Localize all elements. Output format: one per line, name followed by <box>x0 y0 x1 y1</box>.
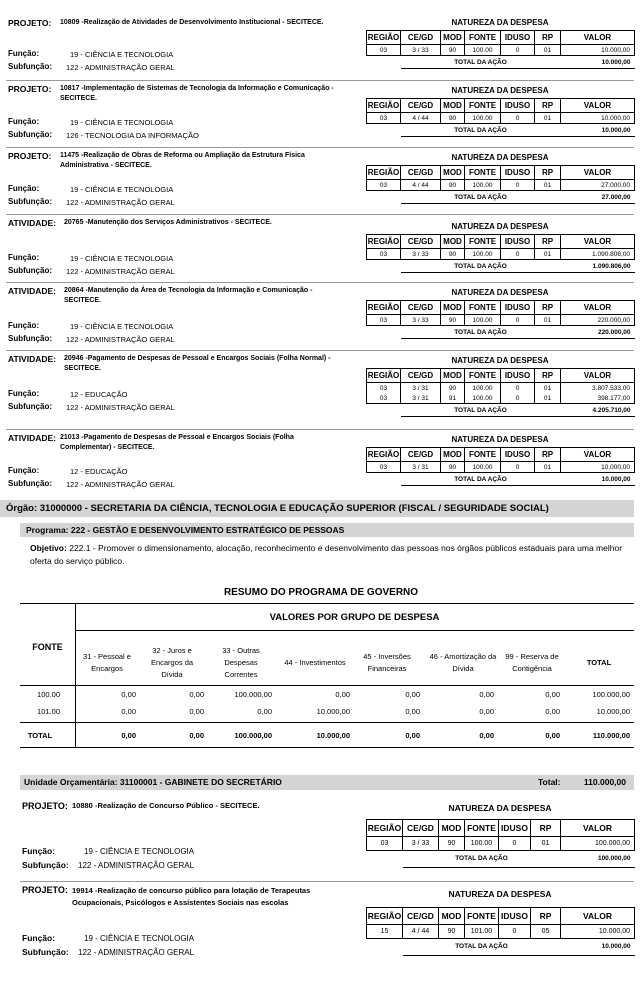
natureza-table: REGIÃO CE/GD MOD FONTE IDUSO RP VALOR 03 3 / 33 90 100.00 0 01 220.000,00 TOTAL DA AÇÃO 220.000,00 <box>366 300 635 339</box>
objetivo-label: Objetivo: <box>30 543 67 553</box>
column-header: 44 - Investimentos <box>284 658 346 667</box>
table-cell: 100.00 <box>37 690 60 699</box>
table-cell: 0,00 <box>545 690 560 699</box>
table-cell: 0,00 <box>189 707 204 716</box>
table-cell: 0,00 <box>121 690 136 699</box>
column-header: 46 - Amortização da Dívida <box>429 652 497 673</box>
subfuncao-label: Subfunção: <box>8 402 52 411</box>
subfuncao-value: 122 - ADMINISTRAÇÃO GERAL <box>66 63 175 72</box>
funcao-value: 19 - CIÊNCIA E TECNOLOGIA <box>70 185 174 194</box>
action-block <box>6 214 634 278</box>
table-cell: 0,00 <box>405 690 420 699</box>
table-cell: 0,00 <box>335 690 350 699</box>
resumo-title: RESUMO DO PROGRAMA DE GOVERNO <box>223 587 419 598</box>
action-kind: ATIVIDADE: <box>8 286 57 296</box>
table-row: 15 4 / 44 90 101.00 0 05 10.000,00 <box>367 925 635 939</box>
total-value: 4.205.710,00 <box>561 404 635 417</box>
action-kind: ATIVIDADE: <box>8 218 57 228</box>
action-block <box>6 282 634 346</box>
table-cell: 100.000,00 <box>234 690 272 699</box>
natureza-table: REGIÃO CE/GD MOD FONTE IDUSO RP VALOR 03 3 / 33 90 100.00 0 01 1.090.806,00 TOTAL DA AÇÃO 1.090.806,00 <box>366 234 635 273</box>
total-cell: 0,00 <box>405 731 420 740</box>
total-cell: 0,00 <box>189 731 204 740</box>
funcao-value: 19 - CIÊNCIA E TECNOLOGIA <box>84 847 195 856</box>
subfuncao-value: 122 - ADMINISTRAÇÃO GERAL <box>78 861 195 870</box>
unidade-total-label: Total: <box>538 777 561 787</box>
funcao-value: 12 - EDUCAÇÃO <box>70 390 128 399</box>
action-kind: PROJETO: <box>22 885 68 895</box>
funcao-label: Função: <box>8 389 40 398</box>
natureza-table: REGIÃO CE/GD MOD FONTE IDUSO RP VALOR 15 4 / 44 90 101.00 0 05 10.000,00 TOTAL DA AÇÃO 10.000,00 <box>366 907 635 956</box>
action-description: 21013 -Pagamento de Despesas de Pessoal e Encargos Sociais (Folha Complementar) - SECITECE. <box>60 434 294 451</box>
subfuncao-value: 122 - ADMINISTRAÇÃO GERAL <box>66 198 175 207</box>
table-cell: 0,00 <box>189 690 204 699</box>
column-header: TOTAL <box>586 658 612 667</box>
natureza-title: NATUREZA DA DESPESA <box>451 86 549 95</box>
natureza-table: REGIÃO CE/GD MOD FONTE IDUSO RP VALOR 03 3 / 31 90 100.00 0 01 10.000,00 TOTAL DA AÇÃO 10.000,00 <box>366 447 635 486</box>
action-description: 20765 -Manutenção dos Serviços Administrativos - SECITECE. <box>64 219 272 226</box>
subfuncao-label: Subfunção: <box>8 479 52 488</box>
funcao-value: 19 - CIÊNCIA E TECNOLOGIA <box>84 934 195 943</box>
unidade-total-value: 110.000,00 <box>583 777 626 787</box>
action-description: 10809 -Realização de Atividades de Desenvolvimento Institucional - SECITECE. <box>60 19 324 26</box>
funcao-label: Função: <box>8 184 40 193</box>
subfuncao-value: 122 - ADMINISTRAÇÃO GERAL <box>66 335 175 344</box>
natureza-table: REGIÃO CE/GD MOD FONTE IDUSO RP VALOR 03 4 / 44 90 100.00 0 01 10.000,00 TOTAL DA AÇÃO 10.000,00 <box>366 98 635 137</box>
column-header: 31 - Pessoal e Encargos <box>83 652 131 673</box>
natureza-title: NATUREZA DA DESPESA <box>451 356 549 365</box>
natureza-title: NATUREZA DA DESPESA <box>451 222 549 231</box>
total-cell: 100.000,00 <box>234 731 272 740</box>
funcao-value: 19 - CIÊNCIA E TECNOLOGIA <box>70 322 174 331</box>
total-cell: 110.000,00 <box>592 731 630 740</box>
table-row: 03 3 / 33 90 100.00 0 01 100.000,00 <box>367 837 635 851</box>
funcao-label: Função: <box>8 321 40 330</box>
table-cell: 0,00 <box>405 707 420 716</box>
action-block <box>6 350 634 426</box>
table-cell: 0,00 <box>479 690 494 699</box>
action-description: 10880 -Realização de Concurso Público - SECITECE. <box>72 801 260 810</box>
table-row: 03 4 / 44 90 100.00 0 01 10.000,00 <box>367 113 635 124</box>
natureza-table: REGIÃO CE/GD MOD FONTE IDUSO RP VALOR 03 3 / 33 90 100.00 0 01 10.000,00 TOTAL DA AÇÃO 10.000,00 <box>366 30 635 69</box>
total-value: 10.000,00 <box>561 56 635 69</box>
table-row: 03 3 / 31 91 100.00 0 01 398.177,00 <box>367 393 635 404</box>
column-header: 99 - Reserva de Contigência <box>505 652 559 673</box>
total-value: 27.000,00 <box>561 191 635 204</box>
action-kind: PROJETO: <box>22 801 68 811</box>
resumo-fonte-label: FONTE <box>32 642 63 652</box>
unidade-label: Unidade Orçamentária: 31100001 - GABINETE DO SECRETÁRIO <box>24 777 282 787</box>
subfuncao-value: 126 - TECNOLOGIA DA INFORMAÇÃO <box>66 131 199 140</box>
total-value: 1.090.806,00 <box>561 260 635 273</box>
funcao-label: Função: <box>8 466 40 475</box>
table-cell: 0,00 <box>257 707 272 716</box>
table-cell: 0,00 <box>121 707 136 716</box>
funcao-label: Função: <box>8 49 40 58</box>
table-cell: 10.000,00 <box>596 707 630 716</box>
programa-header: Programa: 222 - GESTÃO E DESENVOLVIMENTO ESTRATÉGICO DE PESSOAS <box>20 523 634 537</box>
subfuncao-label: Subfunção: <box>8 266 52 275</box>
action-block <box>6 14 634 76</box>
action-description: 10817 -Implementação de Sistemas de Tecnologia da Informação e Comunicação - SECITECE. <box>60 85 334 102</box>
table-row: 03 3 / 31 90 100.00 0 01 3.807.533,00 <box>367 383 635 394</box>
table-row: 03 3 / 31 90 100.00 0 01 10.000,00 <box>367 462 635 473</box>
subfuncao-value: 122 - ADMINISTRAÇÃO GERAL <box>66 480 175 489</box>
table-row: 03 3 / 33 90 100.00 0 01 1.090.806,00 <box>367 249 635 260</box>
objetivo <box>30 542 630 568</box>
subfuncao-label: Subfunção: <box>22 947 69 957</box>
total-value: 10.000,00 <box>561 473 635 486</box>
subfuncao-label: Subfunção: <box>8 130 52 139</box>
subfuncao-label: Subfunção: <box>8 334 52 343</box>
funcao-label: Função: <box>8 117 40 126</box>
action-kind: ATIVIDADE: <box>8 354 57 364</box>
total-label: TOTAL <box>27 731 53 740</box>
subfuncao-value: 122 - ADMINISTRAÇÃO GERAL <box>78 948 195 957</box>
action-description: 20946 -Pagamento de Despesas de Pessoal e Encargos Sociais (Folha Normal) - SECITECE. <box>64 355 331 372</box>
action-description: 20864 -Manutenção da Área de Tecnologia da Informação e Comunicação - SECITECE. <box>64 287 313 304</box>
natureza-title: NATUREZA DA DESPESA <box>451 18 549 27</box>
action-block <box>6 147 634 211</box>
column-header: 33 - Outras Despesas Correntes <box>222 646 260 679</box>
action-block <box>20 881 634 969</box>
natureza-table: REGIÃO CE/GD MOD FONTE IDUSO RP VALOR 03 3 / 31 90 100.00 0 01 3.807.533,00 03 3 / 31 91 100.00 0 01 398.177,00 TOTAL DA AÇÃO 4.205.710,00 <box>366 368 635 417</box>
table-cell: 100.000,00 <box>592 690 630 699</box>
total-value: 220.000,00 <box>561 326 635 339</box>
column-header: 32 - Juros e Encargos da Dívida <box>150 646 194 679</box>
natureza-table: REGIÃO CE/GD MOD FONTE IDUSO RP VALOR 03 3 / 33 90 100.00 0 01 100.000,00 TOTAL DA AÇÃO 100.000,00 <box>366 819 635 868</box>
natureza-title: NATUREZA DA DESPESA <box>448 889 552 899</box>
natureza-title: NATUREZA DA DESPESA <box>448 803 552 813</box>
total-value: 10.000,00 <box>561 124 635 137</box>
natureza-table: REGIÃO CE/GD MOD FONTE IDUSO RP VALOR 03 4 / 44 90 100.00 0 01 27.000,00 TOTAL DA AÇÃO 27.000,00 <box>366 165 635 204</box>
action-kind: PROJETO: <box>8 18 52 28</box>
funcao-value: 12 - EDUCAÇÃO <box>70 467 128 476</box>
funcao-label: Função: <box>22 846 56 856</box>
action-description: 19914 -Realização de concurso público para lotação de Terapeutas Ocupacionais, Psicólogos e Assistentes Sociais nas escolas <box>72 886 311 907</box>
action-block <box>20 797 634 877</box>
total-cell: 0,00 <box>121 731 136 740</box>
funcao-value: 19 - CIÊNCIA E TECNOLOGIA <box>70 254 174 263</box>
action-description: 11475 -Realização de Obras de Reforma ou Ampliação da Estrutura Física Administrativa - SECITECE. <box>60 152 305 169</box>
funcao-label: Função: <box>22 933 56 943</box>
subfuncao-label: Subfunção: <box>8 62 52 71</box>
action-kind: ATIVIDADE: <box>8 433 57 443</box>
resumo-subtitle: VALORES POR GRUPO DE DESPESA <box>269 612 440 623</box>
total-cell: 0,00 <box>545 731 560 740</box>
table-cell: 0,00 <box>545 707 560 716</box>
action-kind: PROJETO: <box>8 84 52 94</box>
total-value: 10.000,00 <box>561 939 635 956</box>
funcao-value: 19 - CIÊNCIA E TECNOLOGIA <box>70 118 174 127</box>
subfuncao-value: 122 - ADMINISTRAÇÃO GERAL <box>66 403 175 412</box>
table-cell: 101.00 <box>37 707 60 716</box>
table-row: 03 3 / 33 90 100.00 0 01 10.000,00 <box>367 45 635 56</box>
subfuncao-value: 122 - ADMINISTRAÇÃO GERAL <box>66 267 175 276</box>
natureza-title: NATUREZA DA DESPESA <box>451 153 549 162</box>
subfuncao-label: Subfunção: <box>22 860 69 870</box>
subfuncao-label: Subfunção: <box>8 197 52 206</box>
column-header: 45 - Inversões Financeiras <box>363 652 411 673</box>
unidade-header <box>20 775 634 790</box>
table-row: 03 3 / 33 90 100.00 0 01 220.000,00 <box>367 315 635 326</box>
action-block <box>6 429 634 493</box>
table-cell: 0,00 <box>479 707 494 716</box>
table-row: 03 4 / 44 90 100.00 0 01 27.000,00 <box>367 180 635 191</box>
table-cell: 10.000,00 <box>316 707 350 716</box>
funcao-value: 19 - CIÊNCIA E TECNOLOGIA <box>70 50 174 59</box>
objetivo-text: 222.1 - Promover o dimensionamento, alocação, reconhecimento e desenvolvimento das pessoas nos órgãos públicos estaduais para uma melhor oferta do serviço público. <box>30 543 623 566</box>
funcao-label: Função: <box>8 253 40 262</box>
natureza-title: NATUREZA DA DESPESA <box>451 435 549 444</box>
total-cell: 0,00 <box>479 731 494 740</box>
orgao-header: Órgão: 31000000 - SECRETARIA DA CIÊNCIA, TECNOLOGIA E EDUCAÇÃO SUPERIOR (FISCAL / SEGURIDADE SOCIAL) <box>0 500 634 517</box>
action-block <box>6 80 634 144</box>
natureza-title: NATUREZA DA DESPESA <box>451 288 549 297</box>
total-value: 100.000,00 <box>561 851 635 868</box>
total-cell: 10.000,00 <box>316 731 350 740</box>
action-kind: PROJETO: <box>8 151 52 161</box>
